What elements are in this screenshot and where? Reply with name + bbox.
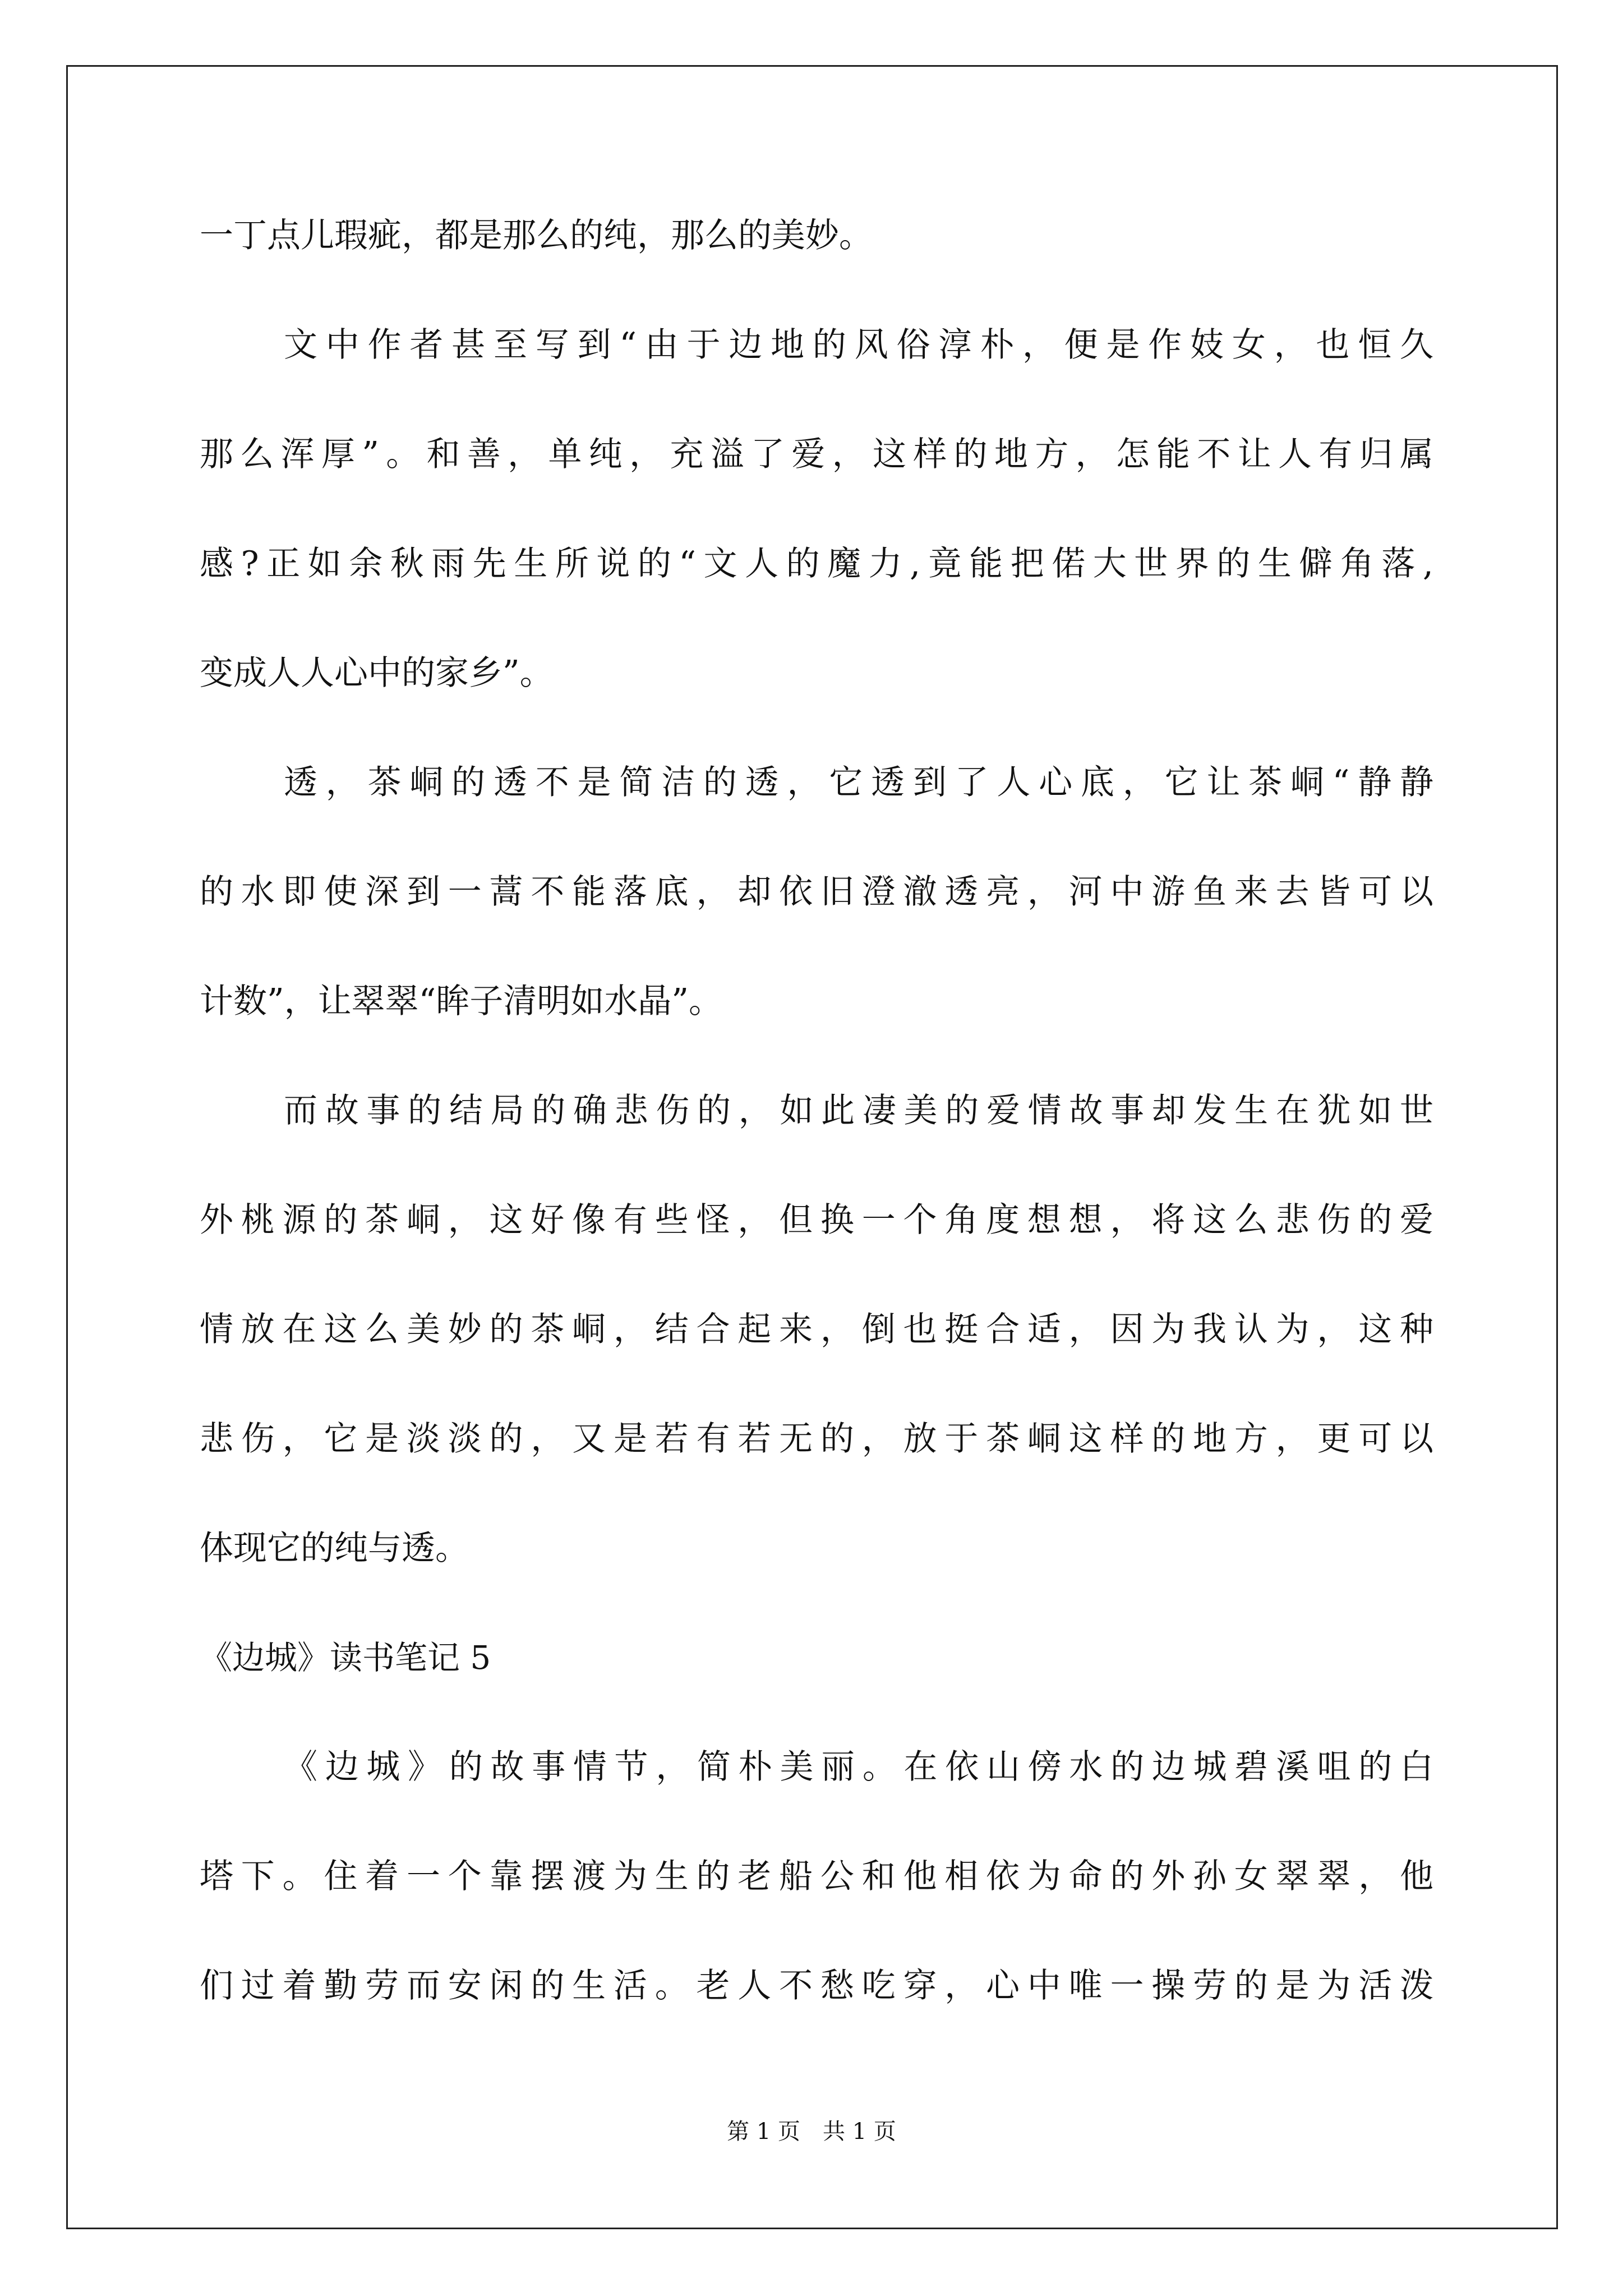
text-line: 体现它的纯与透。 [200, 1529, 469, 1568]
paragraph-start-line: 文中作者甚至写到“由于边地的风俗淳朴，便是作妓女，也恒久 [284, 325, 1433, 365]
text-line: 外桃源的茶峒，这好像有些怪，但换一个角度想想，将这么悲伤的爱 [200, 1200, 1433, 1240]
text-line: 计数”，让翠翠“眸子清明如水晶”。 [200, 982, 723, 1021]
text-line: 塔下。住着一个靠摆渡为生的老船公和他相依为命的外孙女翠翠，他 [200, 1857, 1433, 1896]
text-line: 那么浑厚”。和善，单纯，充溢了爱，这样的地方，怎能不让人有归属 [200, 435, 1433, 474]
page-number-footer: 第 1 页 共 1 页 [727, 2119, 896, 2145]
text-line: 感?正如余秋雨先生所说的“文人的魔力,竟能把偌大世界的生僻角落, [200, 544, 1433, 583]
text-line: 悲伤，它是淡淡的，又是若有若无的，放于茶峒这样的地方，更可以 [200, 1419, 1433, 1458]
text-line: 的水即使深到一蒿不能落底，却依旧澄澈透亮，河中游鱼来去皆可以 [200, 872, 1433, 912]
document-body [200, 202, 1433, 2062]
text-line: 变成人人心中的家乡”。 [200, 654, 554, 693]
text-line: 一丁点儿瑕疵，都是那么的纯，那么的美妙。 [200, 216, 873, 255]
text-line: 情放在这么美妙的茶峒，结合起来，倒也挺合适，因为我认为，这种 [200, 1310, 1433, 1349]
text-line: 们过着勤劳而安闲的生活。老人不愁吃穿，心中唯一操劳的是为活泼 [200, 1966, 1433, 2005]
paragraph-start-line: 而故事的结局的确悲伤的，如此凄美的爱情故事却发生在犹如世 [284, 1091, 1433, 1130]
paragraph-start-line: 透，茶峒的透不是简洁的透，它透到了人心底，它让茶峒“静静 [284, 763, 1433, 802]
paragraph-start-line: 《边城》的故事情节，简朴美丽。在依山傍水的边城碧溪咀的白 [284, 1747, 1433, 1787]
section-heading: 《边城》读书笔记 5 [200, 1639, 491, 1677]
